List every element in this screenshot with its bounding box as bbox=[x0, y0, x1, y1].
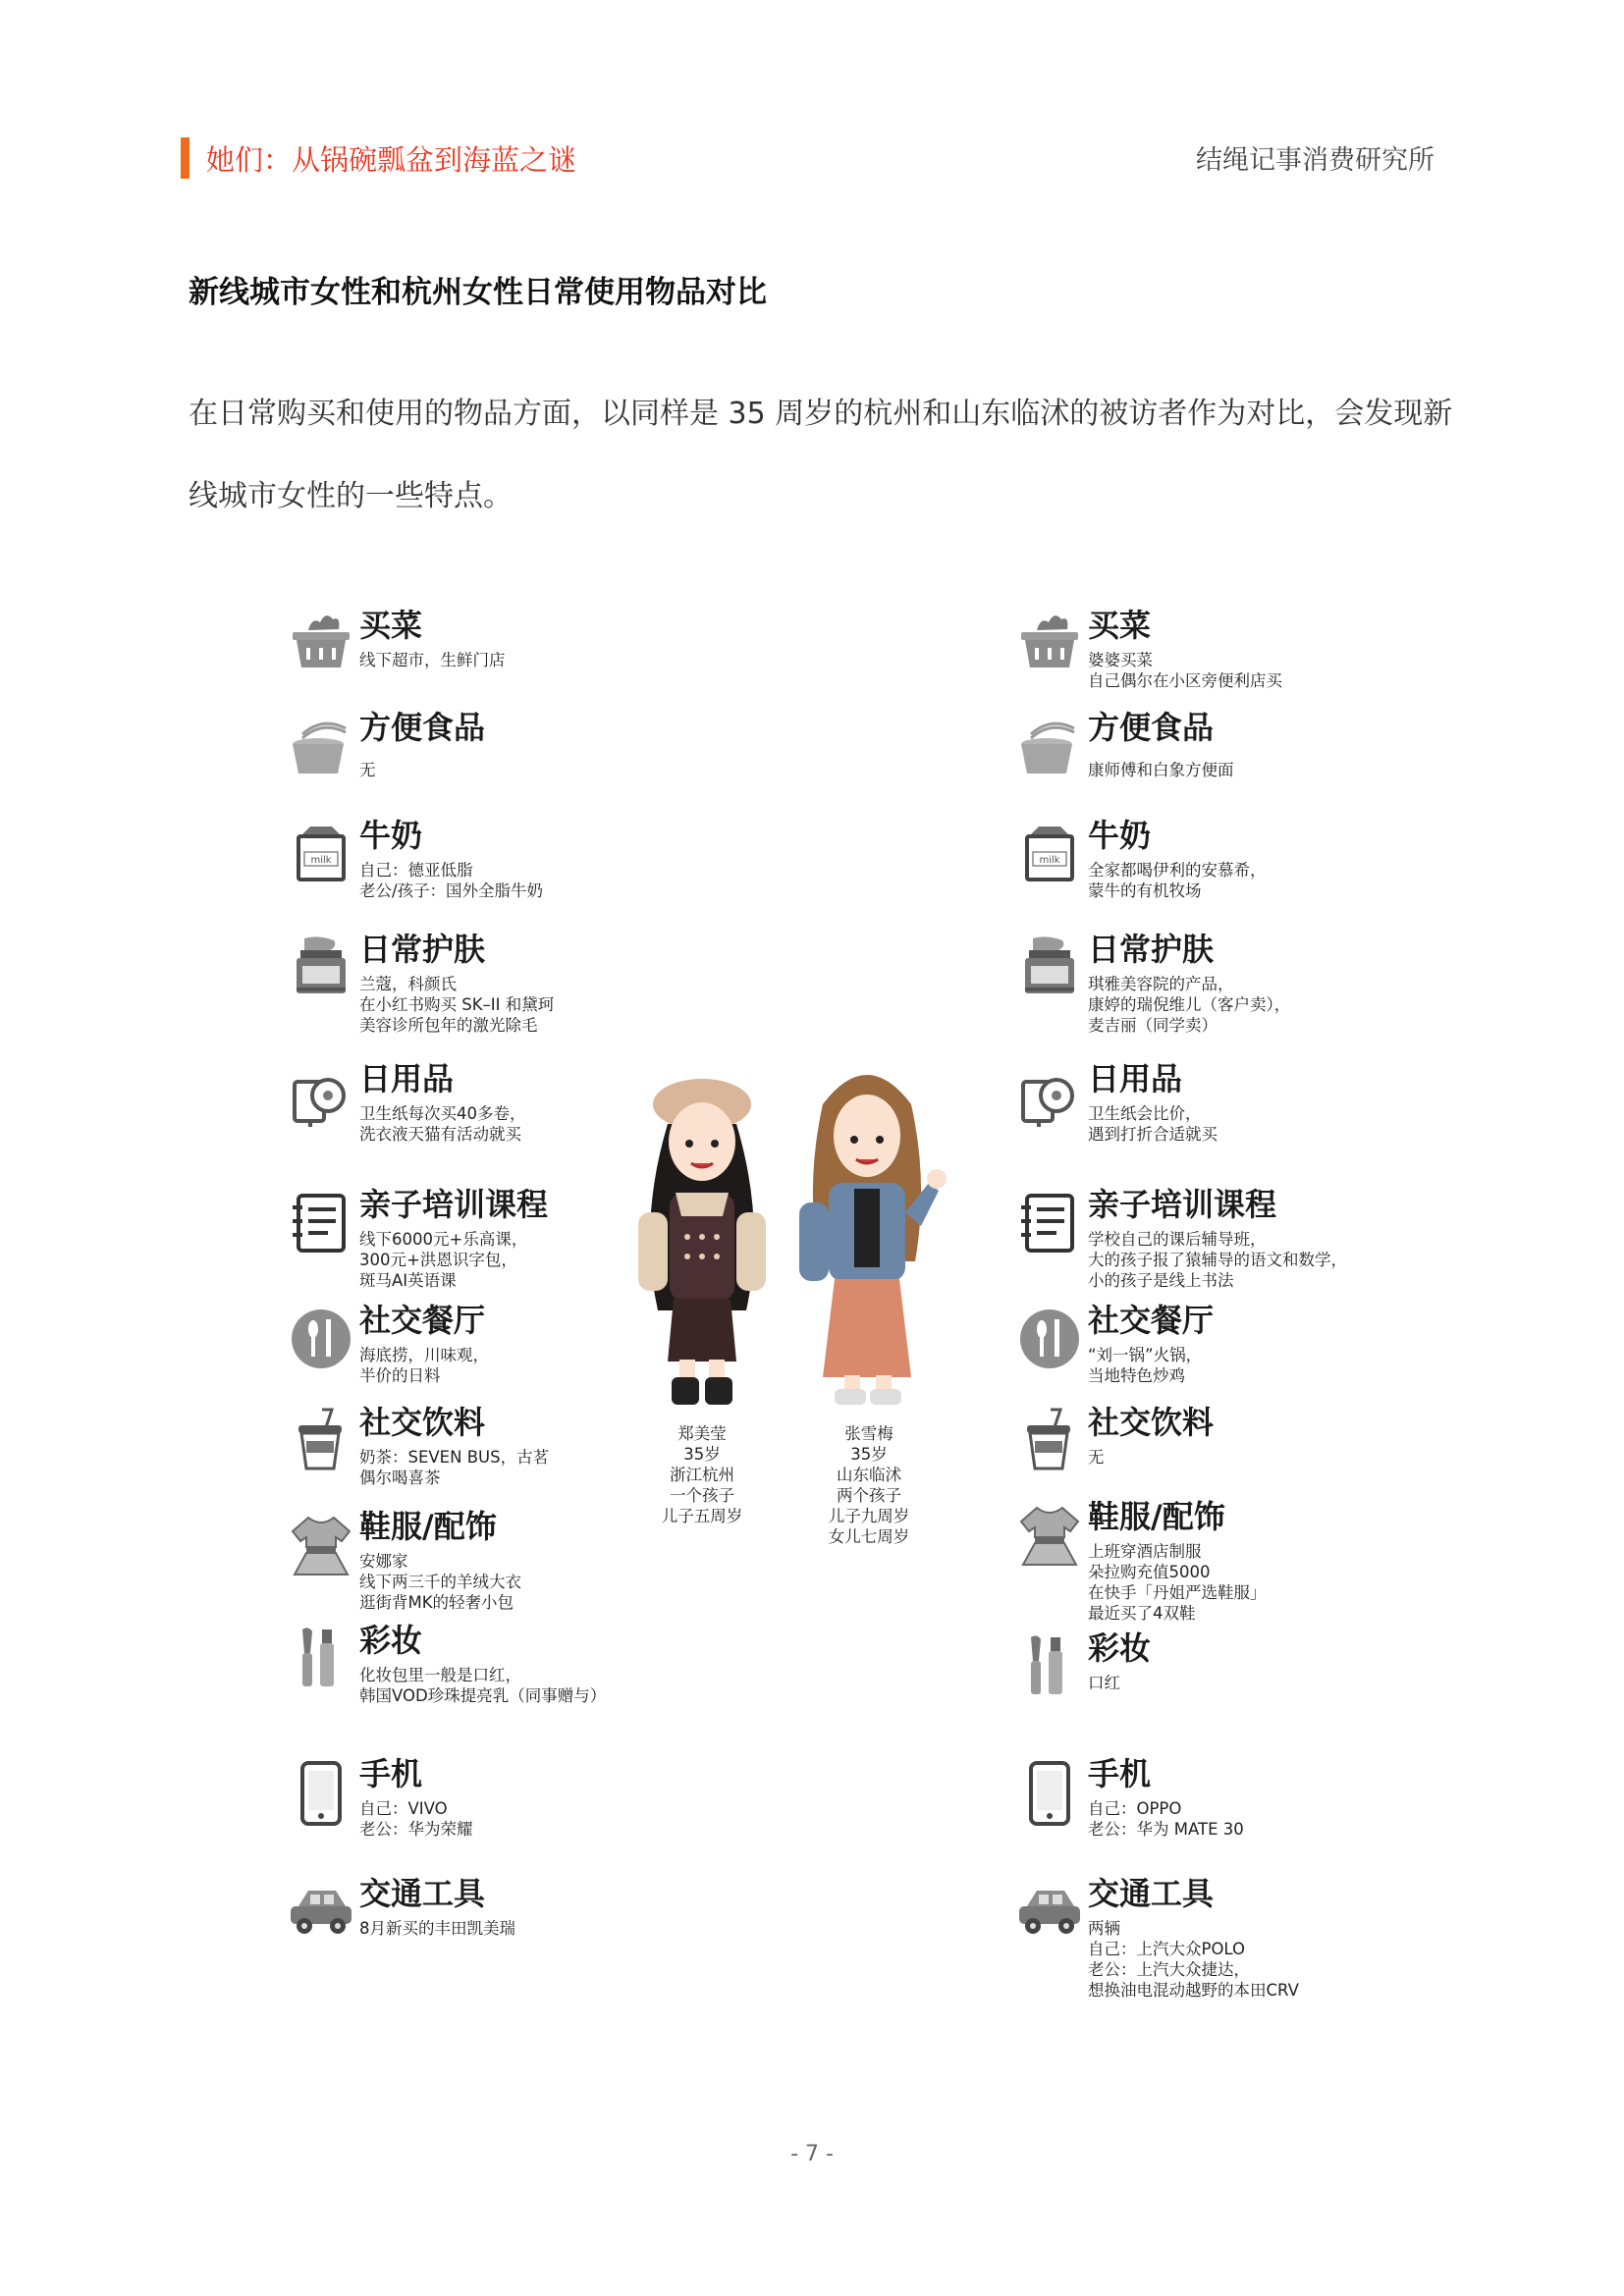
item-detail: 口红 bbox=[1088, 1674, 1120, 1692]
dress-icon bbox=[1015, 1500, 1084, 1569]
item-detail: 兰蔻，科颜氏 在小红书购买 SK–II 和黛珂 美容诊所包年的激光除毛 bbox=[359, 975, 555, 1035]
item-detail: 自己：VIVO 老公：华为荣耀 bbox=[359, 1799, 473, 1839]
makeup-brush-icon bbox=[1015, 1631, 1084, 1700]
item-name: 方便食品 bbox=[1088, 709, 1215, 746]
header-accent-bar bbox=[181, 137, 189, 179]
skincare-jar-icon bbox=[1015, 933, 1084, 1001]
phone-icon bbox=[287, 1757, 355, 1826]
item-detail: 上班穿酒店制服 朵拉购充值5000 在快手「丹姐严选鞋服」 最近买了4双鞋 bbox=[1088, 1542, 1267, 1623]
person-hangzhou-caption: 郑美莹 35岁 浙江杭州 一个孩子 儿子五周岁 bbox=[661, 1424, 743, 1525]
item-detail: 线下6000元+乐高课， 300元+洪恩识字包， 斑马AI英语课 bbox=[359, 1230, 528, 1290]
item-detail: 全家都喝伊利的安慕希， 蒙牛的有机牧场 bbox=[1088, 861, 1267, 900]
car-icon bbox=[287, 1877, 355, 1946]
item-name: 彩妆 bbox=[1088, 1629, 1152, 1667]
item-name: 社交餐厅 bbox=[359, 1302, 486, 1339]
section-intro: 在日常购买和使用的物品方面，以同样是 35 周岁的杭州和山东临沭的被访者作为对比，会发现新线城市女性的一些特点。 bbox=[189, 397, 1453, 513]
toilet-roll-icon bbox=[287, 1062, 355, 1131]
item-name: 日用品 bbox=[359, 1060, 455, 1097]
basket-icon bbox=[287, 609, 355, 677]
milk-carton-icon bbox=[287, 819, 355, 887]
drink-cup-icon bbox=[1015, 1406, 1084, 1474]
item-detail: 安娜家 线下两三千的羊绒大衣 逛街背MK的轻奢小包 bbox=[359, 1552, 521, 1612]
person-linshu-caption: 张雪梅 35岁 山东临沭 两个孩子 儿子九周岁 女儿七周岁 bbox=[828, 1424, 910, 1546]
item-detail: 自己：OPPO 老公：华为 MATE 30 bbox=[1088, 1799, 1244, 1839]
item-name: 亲子培训课程 bbox=[359, 1186, 549, 1223]
section-title: 新线城市女性和杭州女性日常使用物品对比 bbox=[189, 275, 767, 310]
basket-icon bbox=[1015, 609, 1084, 677]
item-name: 方便食品 bbox=[359, 709, 486, 746]
item-detail: 卫生纸每次买40多卷， 洗衣液天猫有活动就买 bbox=[359, 1104, 526, 1144]
item-detail: 婆婆买菜 自己偶尔在小区旁便利店买 bbox=[1088, 651, 1282, 690]
item-name: 社交餐厅 bbox=[1088, 1302, 1215, 1339]
page-number: - 7 - bbox=[790, 2142, 834, 2166]
item-name: 买菜 bbox=[1088, 607, 1152, 644]
item-detail: 无 bbox=[359, 761, 376, 779]
item-name: 社交饮料 bbox=[1088, 1404, 1215, 1441]
item-name: 日常护肤 bbox=[359, 931, 486, 968]
notebook-icon bbox=[1015, 1188, 1084, 1256]
item-detail: 两辆 自己：上汽大众POLO 老公：上汽大众捷达， 想换油电混动越野的本田CRV bbox=[1088, 1919, 1299, 2000]
item-detail: 线下超市，生鲜门店 bbox=[359, 651, 506, 669]
notebook-icon bbox=[287, 1188, 355, 1256]
header-org: 结绳记事消费研究所 bbox=[1196, 145, 1435, 176]
item-detail: 卫生纸会比价， 遇到打折合适就买 bbox=[1088, 1104, 1218, 1144]
item-name: 日用品 bbox=[1088, 1060, 1183, 1097]
figure-linshu-woman bbox=[793, 1065, 950, 1409]
item-name: 社交饮料 bbox=[359, 1404, 486, 1441]
figure-hangzhou-woman bbox=[628, 1065, 776, 1409]
noodle-bowl-icon bbox=[287, 711, 355, 779]
dress-icon bbox=[287, 1510, 355, 1578]
drink-cup-icon bbox=[287, 1406, 355, 1474]
item-name: 买菜 bbox=[359, 607, 423, 644]
item-detail: 8月新买的丰田凯美瑞 bbox=[359, 1919, 515, 1938]
header-title: 她们：从锅碗瓢盆到海蓝之谜 bbox=[206, 143, 577, 177]
item-name: 交通工具 bbox=[359, 1875, 486, 1912]
item-detail: “刘一锅”火锅， 当地特色炒鸡 bbox=[1088, 1346, 1203, 1385]
milk-carton-icon bbox=[1015, 819, 1084, 887]
item-name: 手机 bbox=[1088, 1755, 1152, 1792]
item-detail: 琪雅美容院的产品， 康婷的瑞倪维儿（客户卖）， 麦吉丽（同学卖） bbox=[1088, 975, 1291, 1035]
skincare-jar-icon bbox=[287, 933, 355, 1001]
item-name: 牛奶 bbox=[1088, 817, 1152, 854]
item-name: 交通工具 bbox=[1088, 1875, 1215, 1912]
item-detail: 自己：德亚低脂 老公/孩子：国外全脂牛奶 bbox=[359, 861, 544, 900]
item-name: 彩妆 bbox=[359, 1622, 423, 1659]
item-detail: 奶茶：SEVEN BUS，古茗 偶尔喝喜茶 bbox=[359, 1448, 550, 1487]
item-name: 鞋服/配饰 bbox=[359, 1508, 497, 1545]
car-icon bbox=[1015, 1877, 1084, 1946]
item-name: 鞋服/配饰 bbox=[1088, 1498, 1225, 1535]
cutlery-icon bbox=[1015, 1304, 1084, 1372]
toilet-roll-icon bbox=[1015, 1062, 1084, 1131]
item-detail: 化妆包里一般是口红， 韩国VOD珍珠提亮乳（同事赠与） bbox=[359, 1666, 607, 1705]
item-detail: 海底捞，川味观， 半价的日料 bbox=[359, 1346, 489, 1385]
noodle-bowl-icon bbox=[1015, 711, 1084, 779]
item-detail: 康师傅和白象方便面 bbox=[1088, 761, 1234, 779]
cutlery-icon bbox=[287, 1304, 355, 1372]
item-name: 手机 bbox=[359, 1755, 423, 1792]
item-name: 牛奶 bbox=[359, 817, 423, 854]
phone-icon bbox=[1015, 1757, 1084, 1826]
item-name: 亲子培训课程 bbox=[1088, 1186, 1277, 1223]
item-name: 日常护肤 bbox=[1088, 931, 1215, 968]
item-detail: 学校自己的课后辅导班， 大的孩子报了猿辅导的语文和数学， 小的孩子是线上书法 bbox=[1088, 1230, 1347, 1290]
item-detail: 无 bbox=[1088, 1448, 1105, 1467]
makeup-brush-icon bbox=[287, 1624, 355, 1692]
